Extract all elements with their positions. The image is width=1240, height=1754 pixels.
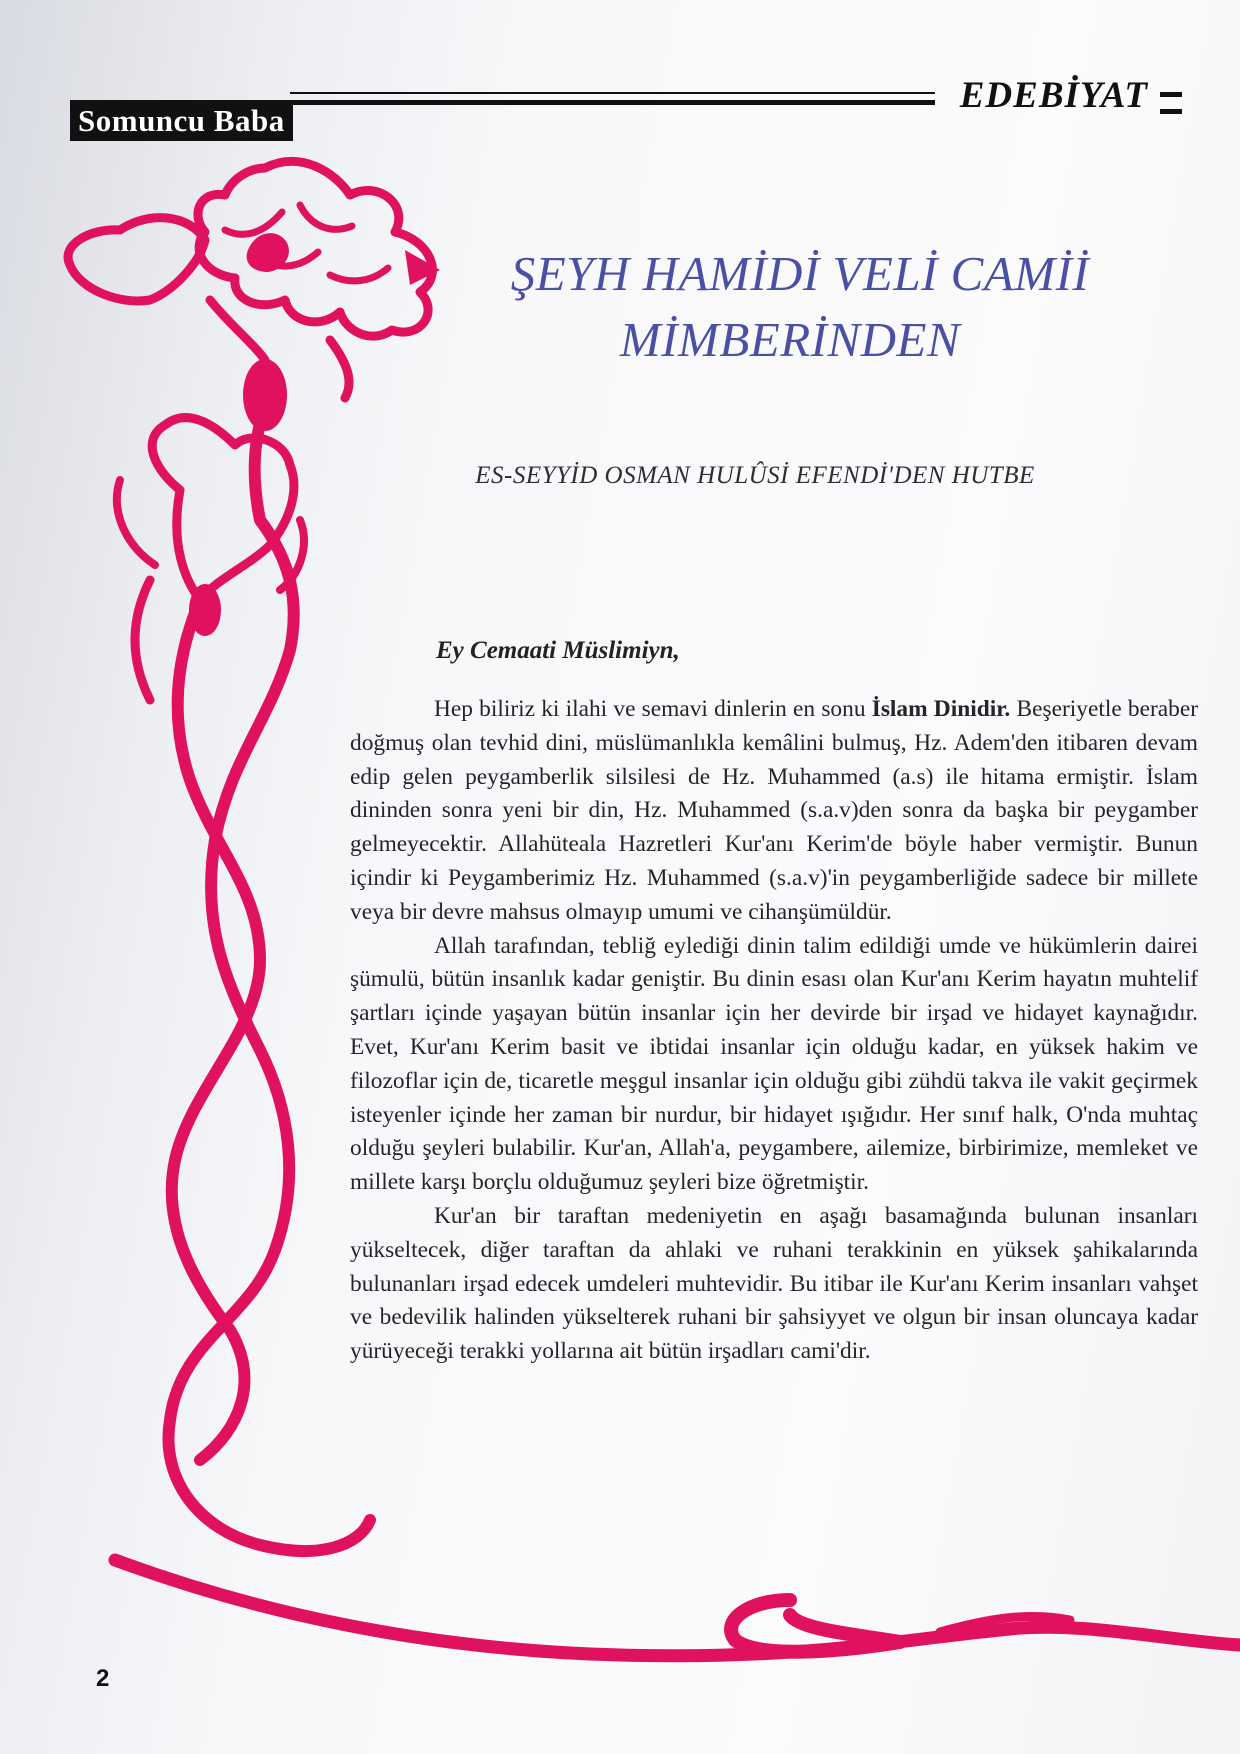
paragraph-1-emphasis: İslam Dinidir. bbox=[871, 696, 1011, 722]
article-title-line-1: ŞEYH HAMİDİ VELİ CAMİİ bbox=[510, 246, 1090, 301]
page-number: 2 bbox=[96, 1665, 110, 1692]
paragraph-1 bbox=[350, 693, 1198, 930]
article-title-line-2: MİMBERİNDEN bbox=[619, 312, 961, 367]
section-label: EDEBİYAT bbox=[959, 75, 1148, 116]
greeting: Ey Cemaati Müslimiyn, bbox=[436, 637, 680, 664]
paragraph-1-start: Hep biliriz ki ilahi ve semavi dinlerin en sonu bbox=[434, 696, 872, 722]
article-body bbox=[350, 693, 1198, 1369]
paragraph-1-rest: Beşeriyetle beraber doğmuş olan tevhid dini, müslümanlıkla kemâlini bulmuş, Hz. Adem'den itibaren devam edip gelen peygamberlik silsilesi de Hz. Muhammed (a.s) ile hitama ermiştir. İslam dininden sonra yeni bir din, Hz. Muhammed (s.a.v)den sonra da başka bir peygamber gelmeyecektir. Allahüteala Hazretleri Kur'anı Kerim'de böyle haber vermiştir. Bunun içindir ki Peygamberimiz Hz. Muhammed (s.a.v)'in peygamberliğide sadece bir millete veya bir devre mahsus olmayıp umumi ve cihanşümüldür. bbox=[350, 696, 1199, 925]
article-subtitle: ES-SEYYİD OSMAN HULÛSİ EFENDİ'DEN HUTBE bbox=[475, 462, 1035, 489]
paragraph-3: Kur'an bir taraftan medeniyetin en aşağı basamağında bulunan insanları yükseltecek, diğer taraftan da ahlaki ve ruhani terakkinin en yüksek şahikalarında bulunanları irşad edecek umdeleri muhtevidir. Bu itibar ile Kur'anı Kerim insanları vahşet ve bedevilik halinden yükselterek ruhani bir şahsiyyet ve olgun bir insan oluncaya kadar yürüyeceği terakki yollarına ait bütün irşadları cami'dir. bbox=[350, 1202, 1198, 1365]
magazine-name: Somuncu Baba bbox=[70, 100, 293, 141]
paragraph-2: Allah tarafından, tebliğ eylediği dinin talim edildiği umde ve hükümlerin dairei şümulü, bütün insanlık kadar geniştir. Bu dinin esası olan Kur'anı Kerim hayatın muhtelif şartları içinde yaşayan bütün insanlar için her devirde bir irşad ve hidayet kaynağıdır. Evet, Kur'anı Kerim basit ve ibtidai insanlar için olduğu kadar, en yüksek hakim ve filozoflar için de, ticaretle meşgul insanlar için olduğu gibi zühdü takva ile vakit geçirmek isteyenler içinde her zaman bir nurdur, bir hidayet ışığıdır. Her sınıf halk, O'nda muhtaç olduğu şeyleri bulabilir. Kur'an, Allah'a, peygambere, ailemize, birbirimize, memleket ve millete karşı borçlu olduğumuz şeyleri bize öğretmiştir. bbox=[350, 932, 1198, 1196]
